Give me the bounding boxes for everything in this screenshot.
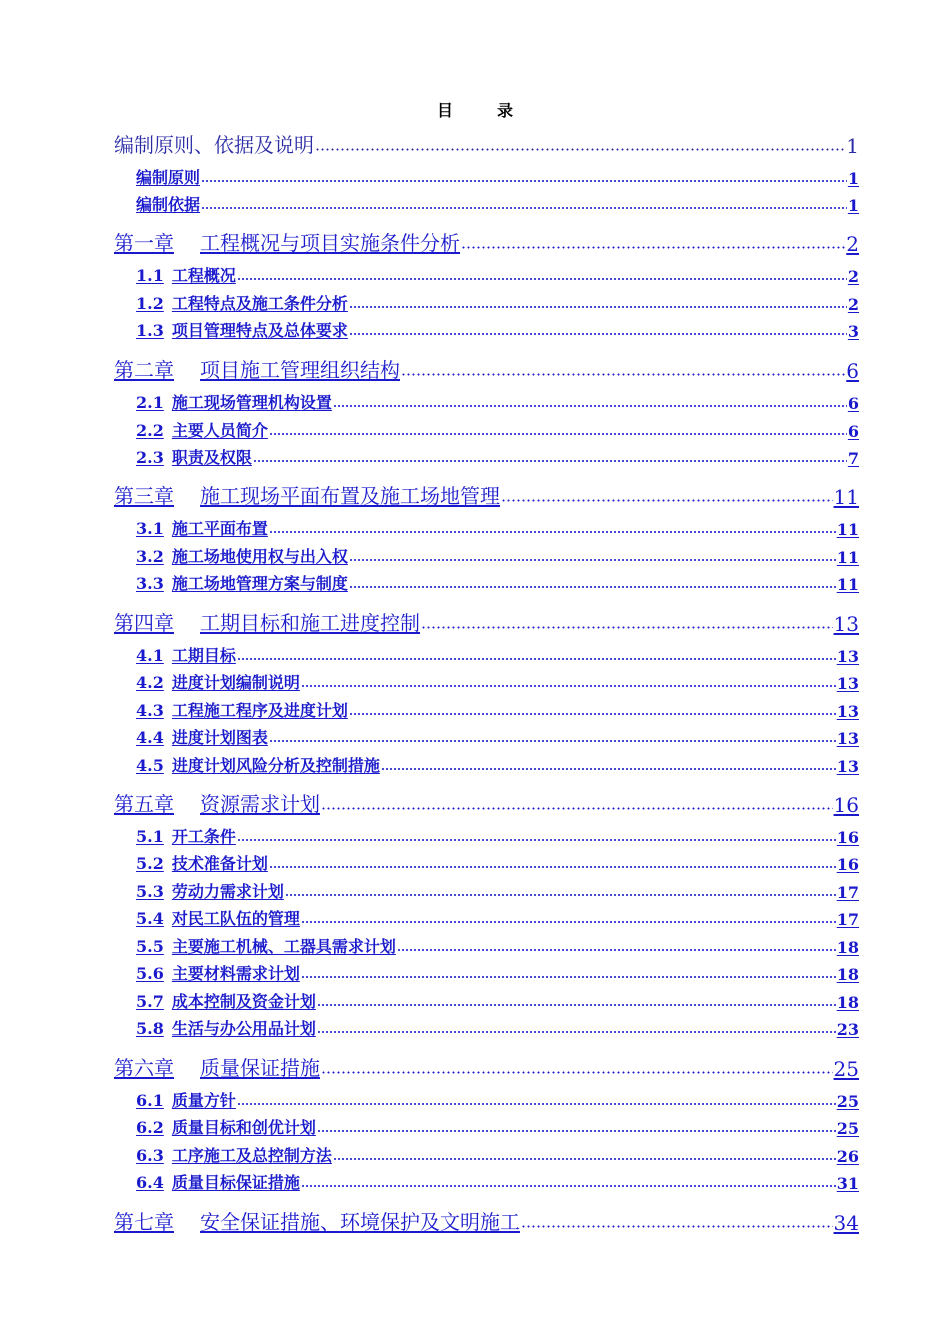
toc-section-number: 3.1: [136, 519, 164, 538]
toc-section-link[interactable]: [136, 446, 859, 468]
toc-section-link[interactable]: [136, 517, 859, 539]
toc-dot-leader: [397, 935, 836, 957]
toc-entry-label: [136, 907, 300, 929]
toc-entry-text: 劳动力需求计划: [171, 882, 284, 901]
toc-dot-leader: [201, 193, 847, 215]
toc-entry-label: [136, 391, 332, 413]
toc-section-number: 4.3: [136, 701, 164, 720]
toc-entry-label: [114, 1207, 520, 1235]
toc-entry-label: [136, 671, 300, 693]
toc-section-link[interactable]: [136, 962, 859, 984]
toc-section-number: 3.2: [136, 547, 164, 566]
toc-page-number: 18: [836, 938, 859, 957]
toc-entry-text: 工期目标和施工进度控制: [200, 611, 420, 635]
toc-section-link[interactable]: [136, 907, 859, 929]
toc-section-link[interactable]: [136, 572, 859, 594]
toc-page-number: 23: [836, 1020, 859, 1039]
toc-section-number: 4.2: [136, 673, 164, 692]
toc-dot-leader: [237, 264, 847, 286]
toc-page-number: 25: [836, 1092, 859, 1111]
toc-dot-leader: [333, 1144, 836, 1166]
toc-page-number: 2: [847, 267, 859, 286]
toc-page-number: 16: [836, 855, 859, 874]
toc-entry-text: 项目施工管理组织结构: [200, 358, 400, 382]
toc-dot-leader: [317, 990, 836, 1012]
toc-dot-leader: [269, 852, 836, 874]
toc-dot-leader: [349, 292, 847, 314]
toc-section-number: 5.8: [136, 1019, 164, 1038]
toc-section-link[interactable]: [136, 1116, 859, 1138]
toc-entry-text: 质量方针: [171, 1091, 236, 1110]
toc-entry-label: [136, 825, 236, 847]
toc-entry-label: [136, 193, 200, 215]
toc-section-link[interactable]: [136, 644, 859, 666]
toc-dot-leader: [521, 1207, 833, 1235]
toc-dot-leader: [301, 671, 836, 693]
toc-entry-label: [136, 644, 236, 666]
toc-entry-text: 施工场地使用权与出入权: [171, 547, 348, 566]
toc-section-link[interactable]: [136, 935, 859, 957]
toc-chapter-link[interactable]: [114, 608, 859, 636]
toc-dot-leader: [501, 481, 833, 509]
toc-page-number: 13: [836, 702, 859, 721]
toc-entry-text: 编制依据: [136, 195, 201, 214]
toc-section-number: 1.2: [136, 294, 164, 313]
toc-entry-text: 项目管理特点及总体要求: [171, 321, 348, 340]
toc-dot-leader: [381, 754, 836, 776]
toc-page-number: 1: [846, 134, 859, 158]
toc-dot-leader: [349, 699, 836, 721]
toc-entry-label: [136, 726, 268, 748]
toc-dot-leader: [301, 907, 836, 929]
toc-entry-label: [136, 990, 316, 1012]
toc-entry-label: [114, 130, 314, 158]
toc-entry-text: 编制原则: [136, 168, 201, 187]
toc-section-number: 4.1: [136, 646, 164, 665]
toc-entry-text: 质量目标保证措施: [171, 1173, 300, 1192]
toc-section-number: 6.1: [136, 1091, 164, 1110]
toc-entry-label: [136, 1144, 332, 1166]
toc-entry-text: 进度计划风险分析及控制措施: [171, 756, 380, 775]
toc-section-link[interactable]: [136, 671, 859, 693]
toc-entry-text: 开工条件: [171, 827, 236, 846]
toc-page-number: 3: [847, 322, 859, 341]
toc-entry-label: [114, 608, 420, 636]
toc-section-number: 5.2: [136, 854, 164, 873]
toc-section-link[interactable]: [136, 419, 859, 441]
toc-entry-label: [114, 355, 400, 383]
toc-section-link[interactable]: [136, 391, 859, 413]
toc-section-number: 1.3: [136, 321, 164, 340]
toc-entry-label: [136, 1089, 236, 1111]
toc-entry-label: [136, 446, 252, 468]
toc-entry-label: [136, 852, 268, 874]
toc-page-number: 11: [836, 548, 859, 567]
toc-entry-label: [136, 517, 268, 539]
toc-section-link[interactable]: [136, 292, 859, 314]
toc-dot-leader: [349, 319, 847, 341]
toc-entry-label: [136, 1116, 316, 1138]
toc-entry-label: [114, 481, 500, 509]
toc-entry-text: 施工现场管理机构设置: [171, 393, 332, 412]
toc-entry-label: [136, 166, 200, 188]
toc-entry-text: 主要施工机械、工器具需求计划: [171, 937, 396, 956]
toc-page-number: 16: [836, 828, 859, 847]
toc-page-number: 2: [846, 232, 859, 256]
toc-section-number: 2.2: [136, 421, 164, 440]
toc-section-number: 6.4: [136, 1173, 164, 1192]
toc-page-number: 34: [833, 1211, 859, 1235]
toc-page-number: 11: [833, 485, 859, 509]
toc-section-number: 4.5: [136, 756, 164, 775]
toc-page-number: 17: [836, 910, 859, 929]
toc-title: 目 录: [436, 101, 527, 120]
toc-page-number: 13: [833, 612, 859, 636]
toc-entry-text: 工程特点及施工条件分析: [171, 294, 348, 313]
toc-entry-text: 工期目标: [171, 646, 236, 665]
toc-chapter-number: 第四章: [114, 611, 174, 635]
toc-section-link[interactable]: [136, 990, 859, 1012]
toc-entry-text: 生活与办公用品计划: [171, 1019, 316, 1038]
toc-section-link[interactable]: [136, 1144, 859, 1166]
toc-section-number: 2.1: [136, 393, 164, 412]
toc-entry-label: [136, 754, 380, 776]
toc-entry-label: [136, 572, 348, 594]
toc-entry-text: 质量保证措施: [200, 1056, 320, 1080]
toc-chapter-link[interactable]: [114, 1207, 859, 1235]
toc-dot-leader: [461, 228, 845, 256]
toc-section-link[interactable]: [136, 754, 859, 776]
toc-dot-leader: [237, 644, 836, 666]
toc-dot-leader: [421, 608, 833, 636]
toc-section-link[interactable]: [136, 880, 859, 902]
toc-entry-text: 进度计划编制说明: [171, 673, 300, 692]
toc-entry-text: 资源需求计划: [200, 792, 320, 816]
toc-section-link[interactable]: [136, 1017, 859, 1039]
toc-entry-text: 工程施工程序及进度计划: [171, 701, 348, 720]
toc-section-link[interactable]: [136, 166, 859, 188]
toc-chapter-number: 第二章: [114, 358, 174, 382]
toc-page-number: 13: [836, 757, 859, 776]
toc-section-number: 4.4: [136, 728, 164, 747]
toc-page-number: 6: [846, 359, 859, 383]
toc-chapter-link[interactable]: [114, 130, 859, 158]
toc-section-number: 5.6: [136, 964, 164, 983]
toc-page-number: 1: [847, 196, 859, 215]
toc-entry-text: 技术准备计划: [171, 854, 268, 873]
toc-section-link[interactable]: [136, 825, 859, 847]
toc-section-number: 6.3: [136, 1146, 164, 1165]
toc-entry-text: 主要人员简介: [171, 421, 268, 440]
toc-section-link[interactable]: [136, 699, 859, 721]
toc-entry-text: 施工现场平面布置及施工场地管理: [200, 484, 500, 508]
toc-dot-leader: [253, 446, 847, 468]
toc-entry-text: 对民工队伍的管理: [171, 909, 300, 928]
toc-page-number: 13: [836, 647, 859, 666]
toc-page-number: 18: [836, 965, 859, 984]
toc-page-number: 6: [847, 394, 859, 413]
toc-entry-label: [136, 1171, 300, 1193]
toc-entry-label: [114, 789, 320, 817]
toc-entry-label: [136, 962, 300, 984]
toc-dot-leader: [321, 789, 833, 817]
toc-dot-leader: [317, 1017, 836, 1039]
toc-section-number: 6.2: [136, 1118, 164, 1137]
toc-section-number: 5.1: [136, 827, 164, 846]
toc-dot-leader: [269, 517, 836, 539]
toc-entry-text: 职责及权限: [171, 448, 252, 467]
toc-page-number: 11: [836, 575, 859, 594]
toc-page-number: 25: [833, 1057, 859, 1081]
toc-section-link[interactable]: [136, 1171, 859, 1193]
toc-page-number: 11: [836, 520, 859, 539]
toc-section-number: 5.4: [136, 909, 164, 928]
toc-section-number: 3.3: [136, 574, 164, 593]
toc-entry-label: [114, 1053, 320, 1081]
toc-entry-label: [136, 545, 348, 567]
toc-entry-label: [136, 419, 268, 441]
toc-entry-text: 工程概况: [171, 266, 236, 285]
toc-chapter-link[interactable]: [114, 1053, 859, 1081]
toc-section-link[interactable]: [136, 264, 859, 286]
toc-section-link[interactable]: [136, 852, 859, 874]
toc-chapter-number: 第一章: [114, 231, 174, 255]
toc-entry-text: 质量目标和创优计划: [171, 1118, 316, 1137]
toc-section-number: 1.1: [136, 266, 164, 285]
toc-chapter-number: 第六章: [114, 1056, 174, 1080]
toc-section-link[interactable]: [136, 1089, 859, 1111]
toc-chapter-link[interactable]: [114, 481, 859, 509]
toc-entry-text: 工程概况与项目实施条件分析: [200, 231, 460, 255]
toc-section-number: 5.3: [136, 882, 164, 901]
toc-section-number: 2.3: [136, 448, 164, 467]
toc-dot-leader: [349, 545, 836, 567]
toc-entry-label: [114, 228, 460, 256]
toc-dot-leader: [269, 419, 847, 441]
toc-section-link[interactable]: [136, 193, 859, 215]
toc-entry-text: 成本控制及资金计划: [171, 992, 316, 1011]
toc-section-number: 5.5: [136, 937, 164, 956]
toc-dot-leader: [301, 962, 836, 984]
toc-dot-leader: [401, 355, 845, 383]
toc-entry-text: 进度计划图表: [171, 728, 268, 747]
toc-page-number: 25: [836, 1119, 859, 1138]
toc-chapter-number: 第三章: [114, 484, 174, 508]
toc-chapter-link[interactable]: [114, 789, 859, 817]
toc-page-number: 7: [847, 449, 859, 468]
toc-page-number: 13: [836, 674, 859, 693]
toc-chapter-number: 第七章: [114, 1210, 174, 1234]
toc-section-link[interactable]: [136, 726, 859, 748]
toc-entry-text: 施工平面布置: [171, 519, 268, 538]
toc-dot-leader: [321, 1053, 833, 1081]
toc-section-number: 5.7: [136, 992, 164, 1011]
toc-chapter-link[interactable]: [114, 355, 859, 383]
toc-entry-label: [136, 292, 348, 314]
toc-page-number: 2: [847, 295, 859, 314]
toc-dot-leader: [285, 880, 836, 902]
toc-entry-label: [136, 935, 396, 957]
toc-page-number: 16: [833, 793, 859, 817]
toc-page-number: 31: [836, 1174, 859, 1193]
toc-entry-text: 主要材料需求计划: [171, 964, 300, 983]
toc-dot-leader: [237, 825, 836, 847]
toc-entry-label: [136, 319, 348, 341]
toc-dot-leader: [301, 1171, 836, 1193]
toc-page-number: 13: [836, 729, 859, 748]
toc-entry-label: [136, 264, 236, 286]
toc-page-number: 26: [836, 1147, 859, 1166]
toc-page-number: 1: [847, 169, 859, 188]
toc-entry-text: 安全保证措施、环境保护及文明施工: [200, 1210, 520, 1234]
toc-dot-leader: [333, 391, 847, 413]
toc-entry-text: 施工场地管理方案与制度: [171, 574, 348, 593]
toc-page-number: 17: [836, 883, 859, 902]
toc-page-number: 6: [847, 422, 859, 441]
toc-section-link[interactable]: [136, 319, 859, 341]
toc-dot-leader: [349, 572, 836, 594]
toc-entry-label: [136, 880, 284, 902]
toc-dot-leader: [317, 1116, 836, 1138]
toc-dot-leader: [201, 166, 847, 188]
toc-entry-label: [136, 699, 348, 721]
toc-chapter-number: 第五章: [114, 792, 174, 816]
toc-page-number: 18: [836, 993, 859, 1012]
toc-entry-text: 工序施工及总控制方法: [171, 1146, 332, 1165]
toc-dot-leader: [315, 130, 845, 158]
toc-section-link[interactable]: [136, 545, 859, 567]
toc-dot-leader: [269, 726, 836, 748]
toc-dot-leader: [237, 1089, 836, 1111]
toc-entry-text: 编制原则、依据及说明: [114, 133, 314, 157]
toc-entry-label: [136, 1017, 316, 1039]
toc-chapter-link[interactable]: [114, 228, 859, 256]
